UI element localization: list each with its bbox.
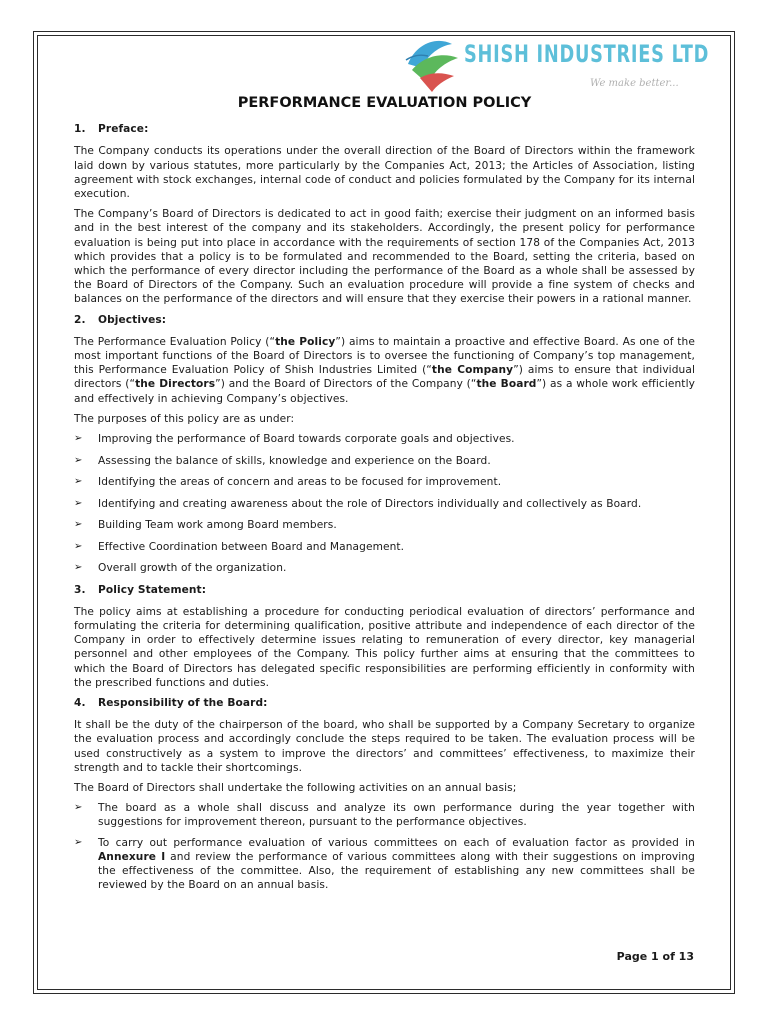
- company-tagline: We make better...: [590, 78, 679, 89]
- section-title: Policy Statement:: [98, 583, 207, 596]
- paragraph: The Company conducts its operations under the overall direction of the Board of Directors within the framework laid down by various statutes, more particularly by the Companies Act, 2013; the Articles of Association, listing agreement with stock exchanges, internal code of conduct and policies formulated by the Company for its internal execution.: [74, 145, 695, 201]
- arrow-bullet-icon: ➢: [74, 476, 83, 488]
- section-number: 3.: [74, 583, 86, 596]
- paragraph: The purposes of this policy are as under:: [74, 412, 295, 425]
- board-activities-list: [74, 801, 695, 892]
- company-name: SHISH INDUSTRIES LTD: [464, 40, 710, 68]
- arrow-bullet-icon: ➢: [74, 836, 83, 848]
- arrow-bullet-icon: ➢: [74, 562, 83, 574]
- company-logo: [402, 34, 710, 96]
- section-number: 4.: [74, 696, 86, 709]
- paragraph: The policy aims at establishing a procedure for conducting periodical evaluation of directors’ performance and formulating the criteria for determining qualification, positive attribute and independence of each director of the Company in order to effectively determine issues relating to remuneration of every director, key managerial personnel and other employees of the Company. This policy further aims at ensuring that the committees to which the Board of Directors has delegated specific responsibilities are performing efficiently in conformity with the prescribed functions and duties.: [74, 605, 695, 689]
- defined-term: the Directors: [135, 378, 216, 391]
- arrow-bullet-icon: ➢: [74, 433, 83, 445]
- paragraph: It shall be the duty of the chairperson of the board, who shall be supported by a Company Secretary to organize the evaluation process and accordingly conclude the steps required to be taken. The evaluation process will be used constructively as a system to improve the directors’ and committees’ effectiveness, to maximize their strength and to tackle their shortcomings.: [74, 719, 695, 774]
- list-item: ➢ Identifying and creating awareness about the role of Directors individually and collectively as Board.: [74, 497, 642, 510]
- defined-term: the Policy: [275, 335, 336, 348]
- defined-term: the Board: [476, 378, 537, 391]
- arrow-bullet-icon: ➢: [74, 454, 83, 466]
- document-title: PERFORMANCE EVALUATION POLICY: [237, 95, 532, 111]
- list-item: ➢ Improving the performance of Board towards corporate goals and objectives.: [74, 433, 515, 446]
- arrow-bullet-icon: ➢: [74, 540, 83, 552]
- paragraph: The Board of Directors shall undertake the following activities on an annual basis;: [74, 782, 517, 794]
- defined-term: the Company: [431, 364, 514, 377]
- document-body: [74, 96, 695, 898]
- section-heading-responsibility: [74, 696, 695, 710]
- paragraph: The Performance Evaluation Policy (“the Policy”) aims to maintain a proactive and effective Board. As one of the most important functions of the Board of Directors is to oversee the functioning of Company’s top management, this Performance Evaluation Policy of Shish Industries Limited (“the Company”) aims to ensure that individual directors (“the Directors”) and the Board of Directors of the Company (“the Board”) as a whole work efficiently and effectively in achieving Company’s objectives.: [74, 335, 696, 405]
- list-item: ➢ Assessing the balance of skills, knowledge and experience on the Board.: [74, 454, 491, 467]
- paragraph: The Company’s Board of Directors is dedicated to act in good faith; exercise their judgment on an informed basis and in the best interest of the company and its stakeholders. Accordingly, the present policy for performance evaluation is being put into place in accordance with the requirements of section 178 of the Companies Act, 2013 which provides that a policy is to be formulated and recommended to the Board, setting the criteria, based on which the performance of every director including the performance of the Board as a whole shall be assessed by the Board of Directors of the Company. Such an evaluation procedure will provide a fine system of checks and balances on the performance of the directors and will ensure that they exercise their powers in a rational manner.: [74, 208, 695, 306]
- list-item: ➢ Identifying the areas of concern and areas to be focused for improvement.: [74, 476, 502, 489]
- list-item: ➢ Overall growth of the organization.: [74, 562, 287, 575]
- page-number: Page 1 of 13: [616, 950, 694, 963]
- annexure-reference: Annexure I: [98, 850, 166, 863]
- section-number: 1.: [74, 123, 86, 136]
- section-title: Objectives:: [98, 313, 167, 326]
- arrow-bullet-icon: ➢: [74, 802, 83, 814]
- purposes-list: [74, 432, 695, 575]
- list-item: ➢ Building Team work among Board members.: [74, 519, 337, 532]
- section-number: 2.: [74, 313, 86, 326]
- section-title: Preface:: [98, 123, 149, 136]
- logo-emblem-icon: [402, 34, 466, 94]
- arrow-bullet-icon: ➢: [74, 519, 83, 531]
- section-heading-preface: [74, 122, 695, 136]
- section-title: Responsibility of the Board:: [98, 696, 268, 709]
- section-heading-policy-statement: [74, 583, 695, 597]
- list-item: ➢ To carry out performance evaluation of various committees on each of evaluation factor as provided in Annexure I and review the performance of various committees along with their suggestions on improving the effectiveness of the committee. Also, the requirement of establishing any new committees shall be reviewed by the Board on an annual basis.: [74, 836, 695, 892]
- arrow-bullet-icon: ➢: [74, 497, 83, 509]
- section-heading-objectives: [74, 313, 695, 327]
- list-item: ➢ Effective Coordination between Board and Management.: [74, 540, 405, 553]
- list-item: ➢ The board as a whole shall discuss and analyze its own performance during the year together with suggestions for improvement thereon, pursuant to the performance objectives.: [74, 802, 695, 829]
